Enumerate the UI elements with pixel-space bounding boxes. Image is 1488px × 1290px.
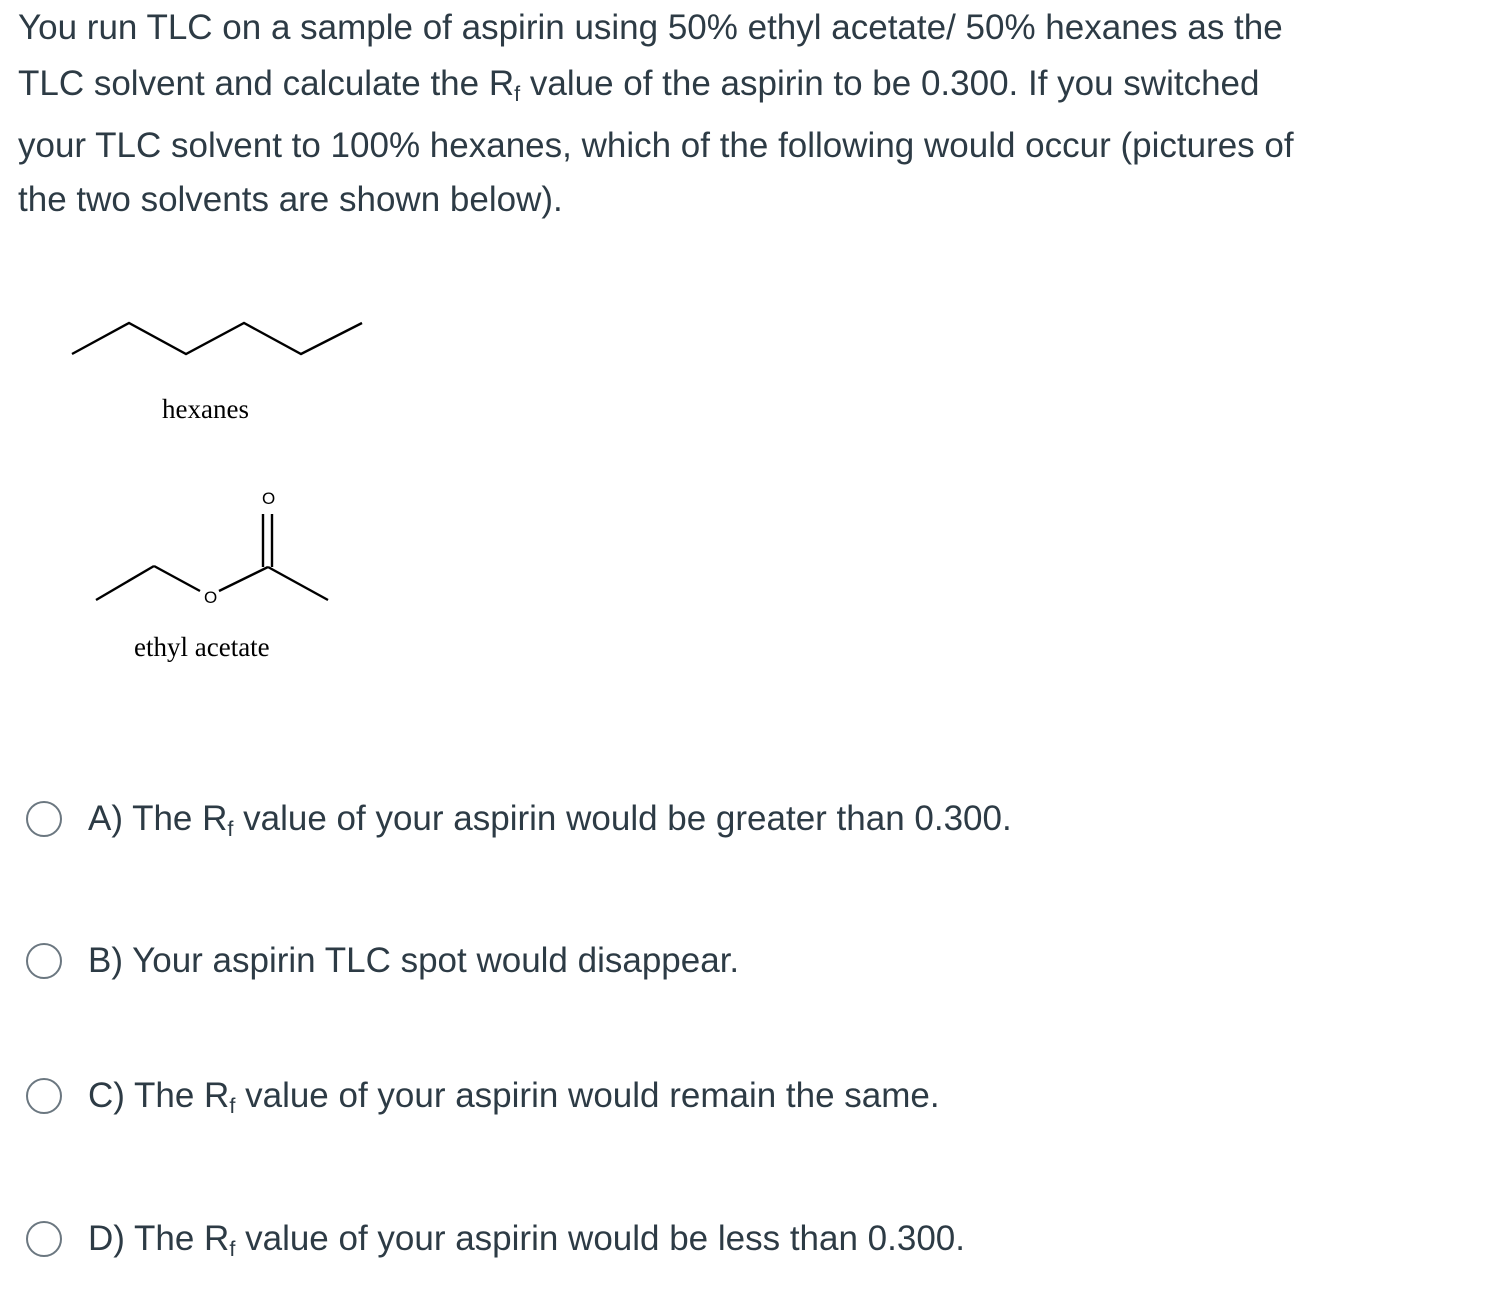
option-a[interactable] bbox=[26, 799, 1012, 842]
option-d-radio[interactable] bbox=[26, 1221, 62, 1257]
option-c-label bbox=[88, 1076, 940, 1119]
rf-subscript: f bbox=[514, 81, 521, 107]
ethyl-bond-1 bbox=[96, 566, 154, 600]
question-line-4: the two solvents are shown below). bbox=[18, 180, 563, 219]
option-a-text-end: value of your aspirin would be greater than 0.300. bbox=[233, 799, 1012, 838]
option-b-label: B) Your aspirin TLC spot would disappear. bbox=[88, 941, 740, 980]
methyl-bond bbox=[268, 567, 328, 600]
option-d-text-start: D) The R bbox=[88, 1219, 230, 1258]
hexanes-bonds bbox=[72, 323, 362, 354]
option-c-text-start: C) The R bbox=[88, 1076, 230, 1115]
ethyl-acetate-label: ethyl acetate bbox=[134, 632, 270, 662]
question-line-3: your TLC solvent to 100% hexanes, which of the following would occur (pictures of bbox=[18, 126, 1294, 165]
question-line-2-end: value of the aspirin to be 0.300. If you switched bbox=[520, 64, 1260, 103]
carbonyl-oxygen-label: O bbox=[262, 489, 276, 508]
option-d-rf-subscript: f bbox=[229, 1236, 236, 1262]
option-b[interactable] bbox=[26, 941, 739, 981]
ester-bond bbox=[219, 567, 268, 591]
ethyl-bond-2 bbox=[154, 566, 200, 591]
option-a-radio[interactable] bbox=[26, 801, 62, 837]
option-d-text-end: value of your aspirin would be less than 0.300. bbox=[235, 1219, 965, 1258]
option-c-text-end: value of your aspirin would remain the same. bbox=[235, 1076, 940, 1115]
hexanes-structure bbox=[60, 310, 380, 370]
option-d[interactable] bbox=[26, 1219, 965, 1262]
option-a-text-start: A) The R bbox=[88, 799, 228, 838]
question-line-2 bbox=[18, 64, 1260, 107]
option-d-label bbox=[88, 1219, 965, 1262]
question-line-1: You run TLC on a sample of aspirin using 50% ethyl acetate/ 50% hexanes as the bbox=[18, 8, 1283, 47]
option-c[interactable] bbox=[26, 1076, 940, 1119]
option-c-rf-subscript: f bbox=[229, 1093, 236, 1119]
option-b-radio[interactable] bbox=[26, 943, 62, 979]
question-line-2-start: TLC solvent and calculate the R bbox=[18, 64, 515, 103]
option-c-radio[interactable] bbox=[26, 1078, 62, 1114]
option-a-rf-subscript: f bbox=[227, 816, 234, 842]
option-a-label bbox=[88, 799, 1012, 842]
hexanes-label: hexanes bbox=[162, 394, 249, 424]
ester-oxygen-label: O bbox=[204, 588, 218, 607]
